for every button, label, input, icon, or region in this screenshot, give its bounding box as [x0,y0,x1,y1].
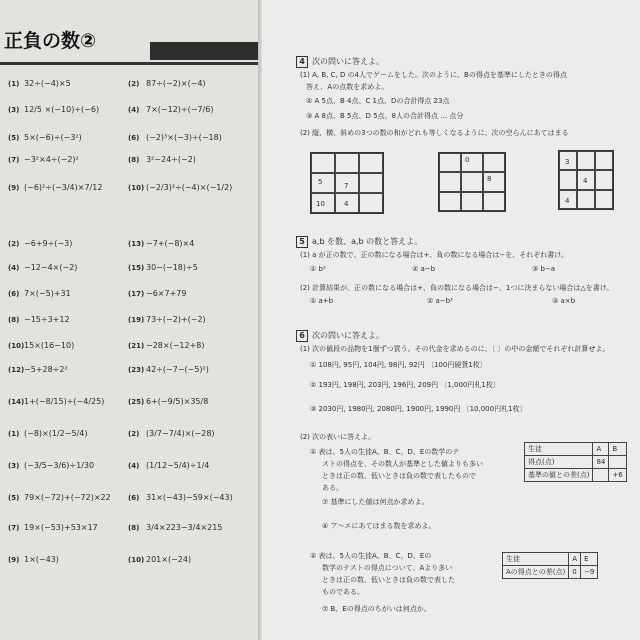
table-cell [593,469,609,482]
q6-s1: ① 表は、5人の生徒A、B、C、D、Eの数学のテ [310,448,460,456]
left-page [0,0,262,640]
magic-square-1 [310,152,384,214]
q5-b3: ③ a×b [552,297,576,305]
problem-expression: 12/5 ×(−10)÷(−6) [24,105,100,114]
problem-expression: 32÷(−4)×5 [24,79,71,88]
problem-expression: (−3/5−3/6)÷1/30 [24,461,95,470]
problem-expression: −6+9÷(−3) [24,239,73,248]
problem-expression: 7×(−5)+31 [24,289,71,298]
problem-number: (17) [128,290,145,298]
problem-expression: 3/4×223−3/4×215 [146,523,223,532]
problem-number: (4) [8,264,20,272]
q6-line2: (2) 次の表いに答えよ。 [300,433,376,441]
problem-number: (14) [8,398,25,406]
problem-expression: 42÷(−7−(−5)²) [146,365,209,374]
q4-line4: ③ A 8点、B 5点、D 5点、8人の合計得点 … 点分 [306,112,464,120]
problem-number: (21) [128,342,145,350]
q5-line1: (1) a が正の数で、正の数になる場合は+、負の数になる場合は−を、それぞれ書け。 [300,251,568,259]
score-table-2 [502,552,598,579]
problem-number: (9) [8,556,20,564]
q4-line2: 答え、Aの点数を求めよ。 [306,83,389,91]
problem-number: (8) [128,156,140,164]
problem-expression: −3²×4÷(−2)² [24,155,79,164]
problem-number: (15) [128,264,145,272]
q4-line1: (1) A, B, C, D の4人でゲームをした。次のように、Bの得点を基準にしたときの得点 [300,71,567,79]
magic-square-2 [438,152,506,212]
problem-number: (6) [128,494,140,502]
table-cell: 基準の値との差(点) [525,469,593,482]
problem-number: (5) [8,134,20,142]
problem-expression: −6×7+79 [146,289,187,298]
q5-a1: ① b² [310,265,326,273]
title-band [150,42,262,60]
table-cell: −9 [581,566,598,579]
problem-number: (4) [128,462,140,470]
problem-expression: (1/12−5/4)÷1/4 [146,461,210,470]
table-cell: A [593,443,609,456]
table-cell: +6 [609,469,626,482]
problem-expression: −15÷3+12 [24,315,70,324]
q5-line2: (2) 計算結果が、正の数になる場合は+、負の数になる場合は−、1つに決まらない場合は△を書け。 [300,284,614,292]
problem-expression: 15×(16−10) [24,341,75,350]
problem-expression: 1×(−43) [24,555,59,564]
problem-expression: 7×(−12)÷(−7/6) [146,105,214,114]
problem-number: (4) [128,106,140,114]
problem-expression: (−6)²÷(−3/4)×7/12 [24,183,103,192]
table-cell: A [569,553,581,566]
q5-b1: ① a+b [310,297,334,305]
cell-value: 4 [565,197,570,205]
problem-number: (6) [8,290,20,298]
cell-value: 10 [316,200,325,208]
problem-expression: 5×(−6)÷(−3²) [24,133,82,142]
cell-value: 3 [565,158,570,166]
problem-expression: (−2)³×(−3)÷(−18) [146,133,222,142]
cell-value: 0 [465,156,470,164]
cell-value: 4 [344,200,349,208]
cell-value: 8 [487,175,492,183]
problem-number: (12) [8,366,25,374]
table-cell: 生徒 [503,553,569,566]
problem-expression: 30−(−18)÷5 [146,263,198,272]
problem-expression: −7+(−8)×4 [146,239,195,248]
problem-expression: 6+(−9/5)×35/8 [146,397,209,406]
problem-expression: 3²−24÷(−2) [146,155,196,164]
problem-expression: 201×(−24) [146,555,192,564]
question-4-badge: 4 [296,56,308,68]
q6-s6: ④ ア〜エにあてはまる数を求めよ。 [322,522,436,530]
q6-s4: ある。 [322,484,343,492]
problem-expression: 1+(−8/15)÷(−4/25) [24,397,105,406]
problem-expression: (3/7−7/4)×(−28) [146,429,215,438]
problem-number: (19) [128,316,145,324]
problem-number: (25) [128,398,145,406]
problem-number: (3) [8,106,20,114]
q5-a2: ② a−b [412,265,436,273]
q6-s2: ストの得点を、その数人が基準とした値よりも多い [322,460,483,468]
q6-price-row3: ③ 2030円, 1980円, 2080円, 1900円, 1990円 〔10,000円札1枚〕 [310,405,527,413]
problem-number: (2) [128,80,140,88]
table-cell [609,456,626,469]
table-cell: 0 [569,566,581,579]
score-table-1 [524,442,627,482]
problem-expression: −12−4×(−2) [24,263,78,272]
q6-s3: ときは正の数、低いときは負の数で表したもので [322,472,476,480]
problem-number: (3) [8,462,20,470]
q5-a3: ③ b−a [532,265,556,273]
problem-number: (2) [8,240,20,248]
page-title: 正負の数② [4,30,97,52]
title-rule [0,62,262,65]
right-page [262,0,640,640]
q6-price-row2: ② 193円, 198円, 203円, 196円, 209円 〔1,000円札1枚〕 [310,381,500,389]
cell-value: 7 [344,182,349,190]
q6-t1: ② 表は、5人の生徒A、B、C、D、Eの [310,552,432,560]
q4-heading: 次の問いに答えよ。 [312,57,384,66]
problem-expression: −28×(−12+8) [146,341,205,350]
problem-number: (5) [8,494,20,502]
problem-number: (10) [8,342,25,350]
problem-expression: −5+28÷2² [24,365,68,374]
problem-expression: 73÷(−2)+(−2) [146,315,206,324]
q6-line1: (1) 次の値段の品物を1個ずつ買う。その代金を求めるのに、〔 〕の中の金額でそれぞれ計算せよ。 [300,345,610,353]
magic-square-3 [558,150,614,210]
q6-t5: ⑦ B、Eの得点のちがいは何点か。 [322,605,431,613]
question-5-badge: 5 [296,236,308,248]
q5-b2: ② a−b² [427,297,453,305]
q6-t3: ときは正の数、低いときは負の数で表した [322,576,455,584]
problem-number: (10) [128,184,145,192]
problem-number: (23) [128,366,145,374]
problem-number: (7) [8,156,20,164]
problem-number: (9) [8,184,20,192]
problem-number: (2) [128,430,140,438]
problem-number: (1) [8,430,20,438]
cell-value: 5 [318,178,323,186]
q6-t2: 数学のテストの得点について、Aより多い [322,564,453,572]
problem-number: (8) [8,316,20,324]
q6-price-row1: ① 108円, 95円, 104円, 98円, 92円 〔100円硬貨1枚〕 [310,361,487,369]
q4-line5: (2) 縦、横、斜めの3つの数の和がどれも等しくなるように、次の空らんにあてはまる [300,129,569,137]
q5-heading: a,b を数、a,b の数と答えよ。 [312,237,423,246]
problem-expression: (−2/3)²÷(−4)×(−1/2) [146,183,233,192]
problem-number: (13) [128,240,145,248]
problem-expression: 19×(−53)+53×17 [24,523,98,532]
table-cell: Aの得点との差(点) [503,566,569,579]
section-header [0,18,262,62]
cell-value: 4 [583,177,588,185]
problem-expression: 31×(−43)−59×(−43) [146,493,233,502]
problem-number: (10) [128,556,145,564]
table-cell: E [581,553,598,566]
table-cell: 84 [593,456,609,469]
table-cell: 生徒 [525,443,593,456]
problem-expression: 79×(−72)+(−72)×22 [24,493,111,502]
q6-s5: ⑦ 基準にした値は何点か求めよ。 [322,498,429,506]
table-cell: 得点(点) [525,456,593,469]
table-cell: B [609,443,626,456]
problem-expression: (−8)×(1/2−5/4) [24,429,88,438]
problem-number: (1) [8,80,20,88]
question-6-badge: 6 [296,330,308,342]
problem-expression: 87÷(−2)×(−4) [146,79,206,88]
q6-heading: 次の問いに答えよ。 [312,331,384,340]
problem-number: (6) [128,134,140,142]
problem-number: (8) [128,524,140,532]
q4-line3: ② A 5点、B 4点、C 1点、Dの合計得点 23点 [306,97,450,105]
q6-t4: ものである。 [322,588,364,596]
problem-number: (7) [8,524,20,532]
